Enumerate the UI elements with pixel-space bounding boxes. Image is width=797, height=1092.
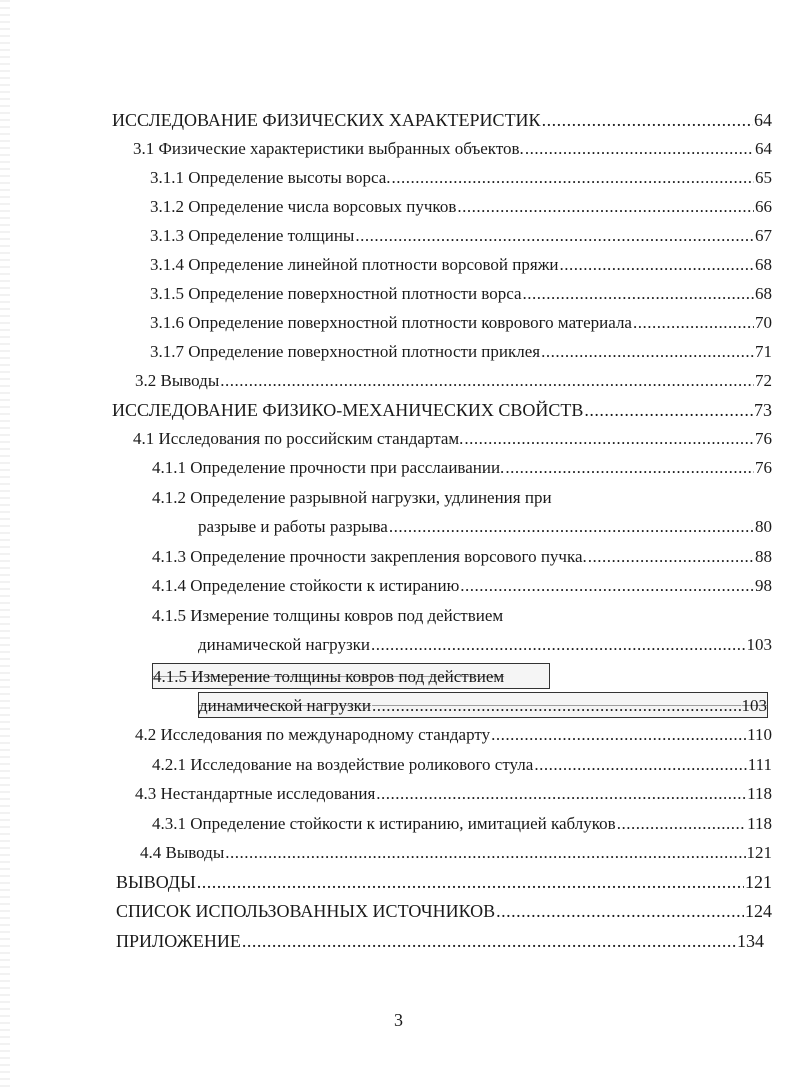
toc-entry-title: 3.1.2 Определение числа ворсовых пучков [150,197,457,216]
toc-entry-title: 4.1.1 Определение прочности при расслаивании. [152,458,505,477]
toc-entry-page: 103 [746,635,772,654]
toc-entry-page: 68 [755,255,772,274]
toc-entry-title: 4.2 Исследования по международному стандарту [135,725,491,744]
toc-entry-title: ИССЛЕДОВАНИЕ ФИЗИЧЕСКИХ ХАРАКТЕРИСТИК [112,110,541,130]
toc-entry-page: 88 [755,547,772,566]
toc-entry-title: ПРИЛОЖЕНИЕ [116,931,241,951]
toc-entry-3-1-6[interactable] [150,310,772,336]
toc-entry-page: 118 [747,784,772,803]
toc-entry-page: 111 [747,755,772,774]
toc-entry-3-1-2[interactable] [150,194,772,220]
toc-entry-page: 103 [741,696,767,715]
toc-dot-leader [496,898,744,924]
toc-entry-title: 4.1.5 Измерение толщины ковров под действием [152,606,504,625]
toc-entry-page: 65 [755,168,772,187]
page-number: 3 [394,1010,403,1030]
toc-entry-3-2[interactable] [135,368,772,394]
toc-entry-4-1-2[interactable] [152,485,772,511]
toc-entry-3-1-4[interactable] [150,252,772,278]
toc-entry-title: ВЫВОДЫ [116,872,196,892]
toc-dot-leader [197,869,744,895]
toc-entry-title: 4.1.3 Определение прочности закрепления ворсового пучка. [152,547,587,566]
toc-entry-page: 64 [755,139,772,158]
toc-dot-leader [376,781,746,807]
toc-entry-title: 3.2 Выводы [135,371,220,390]
toc-dot-leader [457,194,754,220]
toc-entry-title: динамической нагрузки [199,696,372,715]
toc-entry-3-1-5[interactable] [150,281,772,307]
toc-entry-title: СПИСОК ИСПОЛЬЗОВАННЫХ ИСТОЧНИКОВ [116,901,496,921]
toc-entry-title: 4.1 Исследования по российским стандартам. [133,429,464,448]
toc-entry-3-1-7[interactable] [150,339,772,365]
toc-dot-leader [588,544,754,570]
toc-entry-4-1-5-duplicate[interactable] [152,663,550,689]
toc-entry-page: 72 [755,371,772,390]
toc-entry-page: 70 [755,313,772,332]
toc-dot-leader [584,397,753,423]
toc-dot-leader [505,455,754,481]
toc-dot-leader [355,223,754,249]
toc-dot-leader [392,165,755,191]
toc-entry-title: 3.1.7 Определение поверхностной плотности приклея [150,342,541,361]
toc-dot-leader [371,632,745,658]
toc-entry-title: 3.1.6 Определение поверхностной плотности коврового материала [150,313,632,332]
toc-entry-4-2[interactable] [135,722,772,748]
toc-entry-title: 4.1.4 Определение стойкости к истиранию [152,576,460,595]
toc-entry-page: 134 [737,931,764,951]
toc-entry-title: 3.1 Физические характеристики выбранных объектов. [133,139,524,158]
toc-entry-4-3-1[interactable] [152,811,772,837]
toc-dot-leader [617,811,746,837]
toc-entry-page: 64 [754,110,772,130]
toc-dot-leader [220,368,754,394]
toc-entry-page: 110 [747,725,772,744]
toc-dot-leader [389,514,754,540]
toc-entry-title: 4.1.2 Определение разрывной нагрузки, удлинения при [152,488,552,507]
toc-entry-title: 4.3.1 Определение стойкости к истиранию, имитацией каблуков [152,814,616,833]
toc-entry-chapter-3[interactable] [112,107,772,133]
toc-entry-page: 98 [755,576,772,595]
toc-entry-4-1-5-cont[interactable] [198,632,772,658]
toc-entry-4-3[interactable] [135,781,772,807]
toc-dot-leader [225,840,745,866]
toc-entry-page: 121 [746,843,772,862]
toc-entry-title: 3.1.4 Определение линейной плотности ворсовой пряжи [150,255,559,274]
toc-dot-leader [523,281,754,307]
toc-entry-page: 76 [755,458,772,477]
toc-dot-leader [525,136,754,162]
toc-entry-3-1-3[interactable] [150,223,772,249]
toc-dot-leader [542,107,753,133]
toc-entry-title: 4.2.1 Исследование на воздействие роликового стула [152,755,534,774]
toc-entry-3-1[interactable] [133,136,772,162]
toc-entry-page: 73 [754,400,772,420]
toc-dot-leader [460,573,754,599]
toc-entry-conclusions[interactable] [116,869,772,895]
toc-dot-leader [464,426,754,452]
toc-entry-title: динамической нагрузки [198,635,371,654]
toc-dot-leader [534,752,746,778]
toc-entry-title: разрыве и работы разрыва [198,517,388,536]
toc-dot-leader [372,693,740,719]
toc-dot-leader [560,252,754,278]
toc-entry-page: 76 [755,429,772,448]
toc-entry-4-1[interactable] [133,426,772,452]
toc-entry-4-1-5[interactable] [152,603,772,629]
toc-entry-title: 3.1.3 Определение толщины [150,226,355,245]
toc-entry-4-4[interactable] [140,840,772,866]
toc-entry-3-1-1[interactable] [150,165,772,191]
toc-dot-leader [633,310,754,336]
toc-entry-appendix[interactable] [116,928,764,954]
toc-entry-title: ИССЛЕДОВАНИЕ ФИЗИКО-МЕХАНИЧЕСКИХ СВОЙСТВ [112,400,584,420]
toc-entry-title: 4.3 Нестандартные исследования [135,784,376,803]
toc-entry-4-1-2-cont[interactable] [198,514,772,540]
toc-entry-title: 3.1.5 Определение поверхностной плотности ворса [150,284,522,303]
toc-entry-page: 124 [745,901,772,921]
toc-entry-4-1-1[interactable] [152,455,772,481]
toc-entry-page: 66 [755,197,772,216]
toc-entry-4-2-1[interactable] [152,752,772,778]
toc-entry-title: 4.1.5 Измерение толщины ковров под действием [153,667,505,686]
toc-entry-page: 68 [755,284,772,303]
toc-entry-references[interactable] [116,898,772,924]
toc-dot-leader [491,722,746,748]
toc-entry-page: 67 [755,226,772,245]
toc-entry-chapter-4[interactable] [112,397,772,423]
toc-entry-page: 118 [747,814,772,833]
toc-dot-leader [242,928,736,954]
toc-entry-title: 4.4 Выводы [140,843,225,862]
toc-dot-leader [541,339,754,365]
toc-entry-4-1-3[interactable] [152,544,772,570]
toc-entry-page: 71 [755,342,772,361]
toc-entry-4-1-5-duplicate-cont[interactable] [198,692,768,718]
toc-entry-4-1-4[interactable] [152,573,772,599]
toc-entry-page: 121 [745,872,772,892]
toc-entry-page: 80 [755,517,772,536]
toc-entry-title: 3.1.1 Определение высоты ворса. [150,168,391,187]
